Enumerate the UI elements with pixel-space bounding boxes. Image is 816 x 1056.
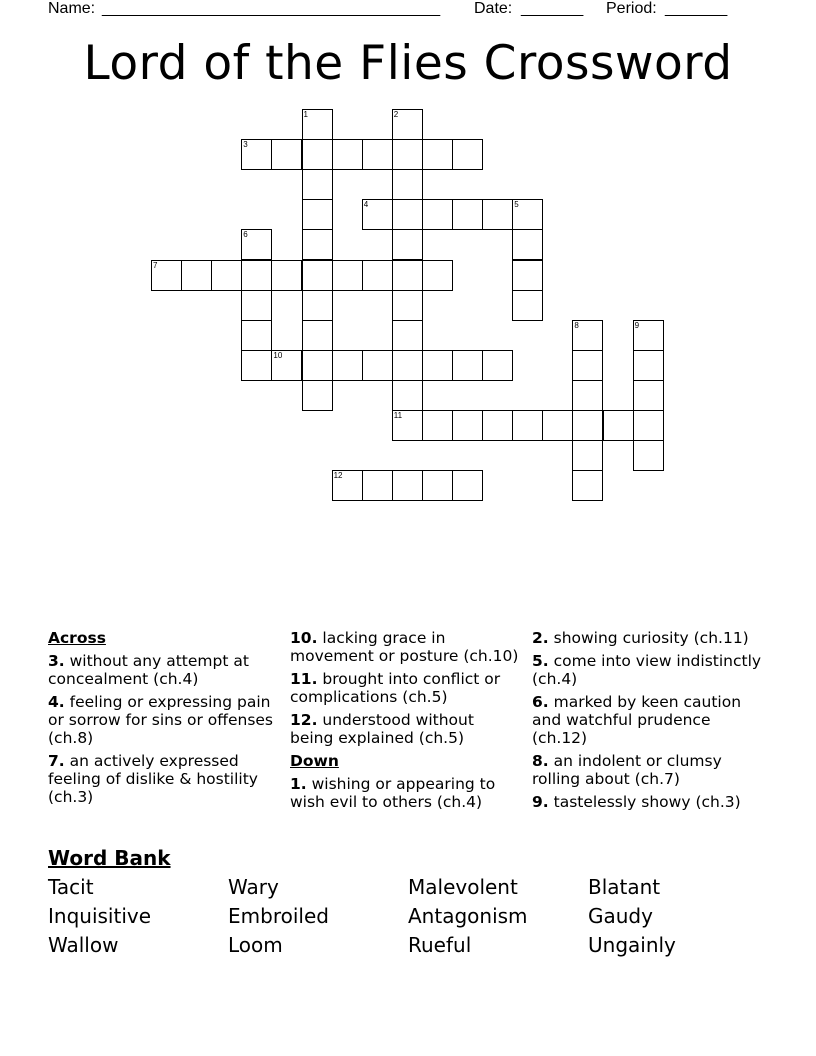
period-label: Period: [606, 0, 657, 17]
grid-cell[interactable] [422, 410, 453, 441]
grid-cell[interactable] [181, 260, 212, 291]
word-bank-word: Wallow [48, 933, 119, 957]
grid-cell[interactable] [452, 350, 483, 381]
clue-number: 1. [290, 775, 307, 793]
clue-number: 1 [303, 110, 308, 119]
grid-cell[interactable] [422, 350, 453, 381]
grid-cell[interactable] [572, 380, 603, 411]
grid-cell[interactable] [332, 350, 363, 381]
grid-cell[interactable] [633, 410, 664, 441]
clue-number: 5 [514, 200, 519, 210]
grid-cell[interactable] [452, 470, 483, 501]
grid-cell[interactable] [633, 380, 664, 411]
grid-cell[interactable] [512, 290, 543, 321]
clue [532, 752, 762, 788]
down-clue-list [532, 629, 762, 811]
grid-cell[interactable] [422, 260, 453, 291]
clue [532, 793, 762, 811]
grid-cell[interactable] [302, 380, 333, 411]
clue [532, 652, 762, 688]
grid-cell[interactable] [332, 260, 363, 291]
grid-cell[interactable] [362, 139, 393, 170]
word-bank-word: Blatant [588, 875, 661, 899]
grid-cell[interactable] [211, 260, 242, 291]
grid-cell[interactable] [392, 350, 423, 381]
word-bank-word: Rueful [408, 933, 472, 957]
across-clue-list [290, 629, 520, 747]
grid-cell[interactable] [422, 199, 453, 230]
clue-number: 5. [532, 652, 549, 670]
clue-number: 4. [48, 693, 65, 711]
grid-cell[interactable] [362, 350, 393, 381]
grid-cell[interactable] [392, 169, 423, 200]
grid-cell[interactable] [362, 470, 393, 501]
clue-number: 3. [48, 652, 65, 670]
across-heading: Across [48, 629, 106, 647]
grid-cell[interactable] [422, 139, 453, 170]
grid-cell[interactable] [452, 139, 483, 170]
clue [290, 711, 520, 747]
grid-cell[interactable] [392, 229, 423, 260]
clues-column-1 [48, 629, 278, 811]
clue-number: 12. [290, 711, 318, 729]
word-bank-word: Ungainly [588, 933, 676, 957]
grid-cell[interactable] [542, 410, 573, 441]
grid-cell[interactable] [633, 350, 664, 381]
clue-number: 2 [393, 110, 399, 119]
grid-cell[interactable] [302, 260, 333, 291]
clue [290, 775, 520, 811]
word-bank-word: Wary [228, 875, 279, 899]
clue-number: 10 [273, 350, 283, 360]
grid-cell[interactable] [392, 199, 423, 230]
grid-cell[interactable] [482, 410, 513, 441]
grid-cell[interactable] [572, 470, 603, 501]
grid-cell[interactable] [392, 260, 423, 291]
clue-text: wishing or appearing to wish evil to others (ch.4) [290, 775, 496, 811]
grid-cell[interactable] [392, 380, 423, 411]
clue-number: 6. [532, 693, 549, 711]
grid-cell[interactable] [241, 260, 272, 291]
down-clue-list [290, 775, 520, 811]
word-bank-word: Loom [228, 933, 283, 957]
grid-cell[interactable] [603, 410, 634, 441]
word-bank-word: Gaudy [588, 904, 653, 928]
clues-column-3 [532, 629, 762, 816]
grid-cell[interactable] [392, 320, 423, 351]
clue-text: without any attempt at concealment (ch.4) [48, 652, 249, 688]
clue-number: 8. [532, 752, 549, 770]
grid-cell[interactable] [512, 229, 543, 260]
clue-text: come into view indistinctly (ch.4) [532, 652, 762, 688]
grid-cell[interactable] [302, 320, 333, 351]
across-clue-list [48, 652, 278, 806]
grid-cell[interactable] [633, 440, 664, 471]
grid-cell[interactable] [302, 229, 333, 260]
clue [290, 629, 520, 665]
clue [48, 652, 278, 688]
grid-cell[interactable] [392, 139, 423, 170]
word-bank-word: Tacit [48, 875, 94, 899]
clue [48, 752, 278, 806]
grid-cell[interactable] [271, 139, 302, 170]
clue-number: 11 [393, 411, 403, 420]
clue-text: an indolent or clumsy rolling about (ch.7) [532, 752, 722, 788]
date-blank[interactable]: _______ [521, 0, 584, 17]
clue-text: brought into conflict or complications (ch.5) [290, 670, 501, 706]
name-blank[interactable]: ______________________________________ [102, 0, 441, 17]
grid-cell[interactable] [482, 199, 513, 230]
grid-cell[interactable] [271, 260, 302, 291]
date-label: Date: [474, 0, 513, 17]
word-bank-word: Malevolent [408, 875, 518, 899]
clue-text: feeling or expressing pain or sorrow for sins or offenses (ch.8) [48, 693, 273, 747]
down-heading: Down [290, 752, 339, 770]
clue-number: 7 [153, 260, 158, 270]
grid-cell[interactable] [572, 410, 603, 441]
grid-cell[interactable] [482, 350, 513, 381]
clue-text: an actively expressed feeling of dislike & hostility (ch.3) [48, 752, 258, 806]
grid-cell[interactable] [452, 199, 483, 230]
clue-text: lacking grace in movement or posture (ch.10) [290, 629, 519, 665]
word-bank-word: Inquisitive [48, 904, 152, 928]
clue [532, 693, 762, 747]
clue [48, 693, 278, 747]
word-bank-word: Embroiled [228, 904, 329, 928]
clue [290, 670, 520, 706]
grid-cell[interactable] [302, 139, 333, 170]
page-title: Lord of the Flies Crossword [83, 36, 733, 91]
grid-cell[interactable] [241, 290, 272, 321]
clue-number: 8 [574, 320, 579, 330]
grid-cell[interactable] [512, 260, 543, 291]
clue-number: 2. [532, 629, 549, 647]
grid-cell[interactable] [302, 169, 333, 200]
grid-cell[interactable] [392, 290, 423, 321]
grid-cell[interactable] [241, 350, 272, 381]
clue-text: tastelessly showy (ch.3) [548, 793, 741, 811]
clue-number: 3 [243, 140, 248, 150]
grid-cell[interactable] [452, 410, 483, 441]
clue-text: marked by keen caution and watchful prudence (ch.12) [532, 693, 742, 747]
period-blank[interactable]: _______ [665, 0, 728, 17]
clue-number: 6 [243, 230, 248, 240]
grid-cell[interactable] [362, 260, 393, 291]
clue-number: 7. [48, 752, 65, 770]
grid-cell[interactable] [392, 470, 423, 501]
clues-column-2 [290, 629, 520, 816]
name-label: Name: [48, 0, 96, 17]
clue-number: 10. [290, 629, 318, 647]
grid-cell[interactable] [302, 350, 333, 381]
grid-cell[interactable] [572, 440, 603, 471]
clue-number: 4 [363, 200, 369, 210]
grid-cell[interactable] [512, 410, 543, 441]
clue-number: 11. [290, 670, 318, 688]
grid-cell[interactable] [302, 290, 333, 321]
grid-cell[interactable] [332, 139, 363, 170]
grid-cell[interactable] [422, 470, 453, 501]
header-line [48, 0, 788, 20]
clue-number: 12 [333, 471, 343, 481]
clue-text: understood without being explained (ch.5) [290, 711, 474, 747]
clue [532, 629, 762, 647]
grid-cell[interactable] [572, 350, 603, 381]
grid-cell[interactable] [302, 199, 333, 230]
word-bank-word: Antagonism [408, 904, 528, 928]
grid-cell[interactable] [241, 320, 272, 351]
word-bank-title: Word Bank [48, 846, 171, 870]
clue-text: showing curiosity (ch.11) [548, 629, 749, 647]
clue-number: 9 [634, 320, 640, 330]
clue-number: 9. [532, 793, 549, 811]
